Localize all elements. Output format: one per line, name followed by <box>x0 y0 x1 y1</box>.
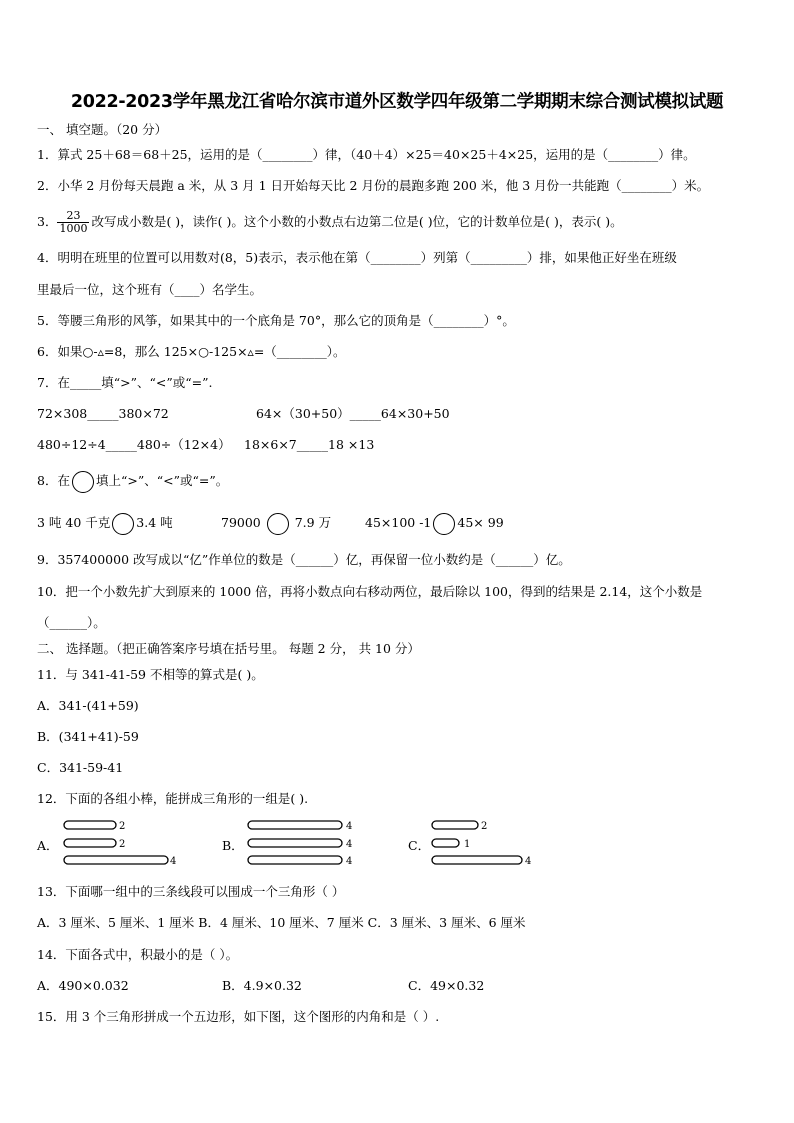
question-4-line-1: 4．明明在班里的位置可以用数对(8，5)表示，表示他在第（________）列第（_________）排，如果他正好坐在班级 <box>37 250 677 265</box>
question-10-line-2: （______）。 <box>37 615 106 630</box>
question-9: 9．357400000 改写成以“亿”作单位的数是（______）亿，再保留一位小数约是（______）亿。 <box>37 552 571 567</box>
stick-length-label: 4 <box>346 856 353 867</box>
stick-length-label: 1 <box>464 839 471 850</box>
stick <box>64 839 116 847</box>
question-12: 12．下面的各组小棒，能拼成三角形的一组是( ). <box>37 791 309 806</box>
compare-left: 3 吨 40 千克 <box>37 515 111 530</box>
stick <box>248 821 342 829</box>
section-choice-heading: 二、 选择题。（把正确答案序号填在括号里。 每题 2 分， 共 10 分） <box>37 641 420 656</box>
question-12-option-a-label[interactable]: A． <box>37 838 59 853</box>
compare-right: 7.9 万 <box>294 515 332 530</box>
compare-circle-icon[interactable] <box>433 513 455 535</box>
stick-length-label: 2 <box>119 821 126 832</box>
question-3-text: 改写成小数是( )，读作( )。这个小数的小数点右边第二位是( )位，它的计数单位是( )，表示( )。 <box>91 214 623 229</box>
stick <box>64 856 168 864</box>
stick <box>248 856 342 864</box>
question-5: 5．等腰三角形的风筝，如果其中的一个底角是 70°，那么它的顶角是（________）°。 <box>37 313 515 328</box>
stick-group-b <box>244 818 364 870</box>
stick-length-label: 4 <box>170 856 177 867</box>
question-4-line-2: 里最后一位，这个班有（____）名学生。 <box>37 282 263 297</box>
compare-left: 79000 <box>221 515 261 530</box>
question-11-option-b[interactable]: B．(341+41)-59 <box>37 729 139 744</box>
stick-group-a <box>60 818 190 870</box>
stick-group-c <box>428 818 548 870</box>
compare-circle-icon[interactable] <box>267 513 289 535</box>
stick <box>432 856 522 864</box>
exam-title: 2022-2023学年黑龙江省哈尔滨市道外区数学四年级第二学期期末综合测试模拟试题 <box>70 92 724 112</box>
question-8-item-2 <box>221 511 331 535</box>
compare-left: 45×100 -1 <box>365 515 432 530</box>
question-10-line-1: 10．把一个小数先扩大到原来的 1000 倍，再将小数点向右移动两位，最后除以 100，得到的结果是 2.14，这个小数是 <box>37 584 703 599</box>
fraction-numerator: 23 <box>57 210 89 223</box>
question-3 <box>37 206 623 238</box>
compare-circle-icon[interactable] <box>112 513 134 535</box>
compare-right: 45× 99 <box>457 515 504 530</box>
fraction-denominator: 1000 <box>59 222 88 235</box>
fraction <box>57 210 89 235</box>
compare-right: 3.4 吨 <box>136 515 173 530</box>
question-11-option-a[interactable]: A．341-(41+59) <box>37 698 139 713</box>
question-8-prefix: 8．在 <box>37 473 70 488</box>
question-7-item-b1: 480÷12÷4_____480÷（12×4） <box>37 437 231 452</box>
question-1: 1．算式 25＋68＝68＋25，运用的是（________）律，（40＋4）×25＝40×25＋4×25，运用的是（________）律。 <box>37 147 696 162</box>
question-8-suffix: 填上“>”、“<”或“=”。 <box>95 473 229 488</box>
stick-length-label: 2 <box>481 821 488 832</box>
question-15: 15．用 3 个三角形拼成一个五边形，如下图，这个图形的内角和是（ ）. <box>37 1009 440 1024</box>
question-8 <box>37 469 228 493</box>
stick-length-label: 4 <box>346 821 353 832</box>
compare-circle-icon <box>72 471 94 493</box>
question-7: 7．在_____填“>”、“<”或“=”. <box>37 375 213 390</box>
question-11: 11．与 341-41-59 不相等的算式是( )。 <box>37 667 264 682</box>
question-14-option-a[interactable]: A．490×0.032 <box>37 978 129 993</box>
question-12-option-c-label[interactable]: C． <box>408 838 431 853</box>
stick <box>432 821 478 829</box>
question-7-item-a1: 72×308_____380×72 <box>37 406 169 421</box>
question-12-option-b-label[interactable]: B． <box>222 838 244 853</box>
stick-length-label: 4 <box>525 856 532 867</box>
question-11-option-c[interactable]: C．341-59-41 <box>37 760 124 775</box>
section-fill-blank-heading: 一、 填空题。（20 分） <box>37 122 168 137</box>
question-6: 6．如果○-▵=8，那么 125×○-125×▵=（________）。 <box>37 344 346 359</box>
stick <box>248 839 342 847</box>
question-14-option-b[interactable]: B．4.9×0.32 <box>222 978 302 993</box>
stick <box>64 821 116 829</box>
stick-length-label: 4 <box>346 839 353 850</box>
question-8-item-3 <box>365 511 504 535</box>
stick-length-label: 2 <box>119 839 126 850</box>
question-8-item-1 <box>37 511 173 535</box>
question-2: 2．小华 2 月份每天晨跑 a 米，从 3 月 1 日开始每天比 2 月份的晨跑多跑 200 米，他 3 月份一共能跑（________）米。 <box>37 178 710 193</box>
question-13: 13．下面哪一组中的三条线段可以围成一个三角形（ ） <box>37 884 345 899</box>
question-3-number: 3． <box>37 214 58 229</box>
question-13-options[interactable]: A．3 厘米、5 厘米、1 厘米 B．4 厘米、10 厘米、7 厘米 C．3 厘米、3 厘米、6 厘米 <box>37 915 526 930</box>
question-7-item-a2: 64×（30+50）_____64×30+50 <box>256 406 450 421</box>
question-7-item-b2: 18×6×7_____18 ×13 <box>244 437 375 452</box>
question-14: 14．下面各式中，积最小的是（ ）。 <box>37 947 239 962</box>
question-14-option-c[interactable]: C．49×0.32 <box>408 978 485 993</box>
stick <box>432 839 459 847</box>
